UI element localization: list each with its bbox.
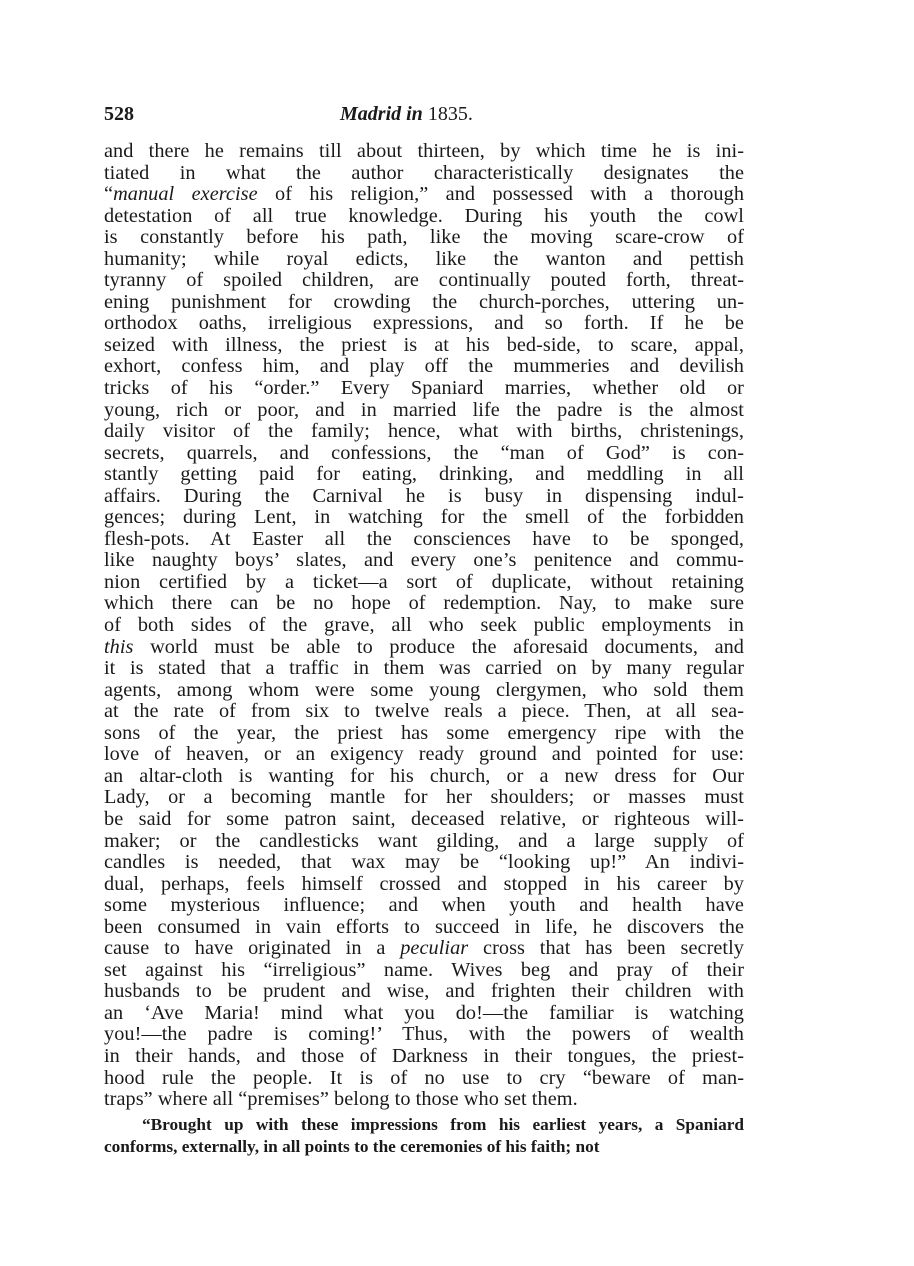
text-line: some mysterious influence; and when youth and health have	[104, 894, 744, 917]
text-line: love of heaven, or an exigency ready ground and pointed for use:	[104, 743, 744, 766]
text-line: gences; during Lent, in watching for the smell of the forbidden	[104, 506, 744, 529]
text-segment: “	[104, 183, 114, 206]
italic-emphasis: peculiar	[400, 937, 469, 960]
text-line: agents, among whom were some young clergymen, who sold them	[104, 678, 744, 701]
text-line: nion certified by a ticket—a sort of duplicate, without retaining	[104, 570, 744, 593]
text-line: tricks of his “order.” Every Spaniard marries, whether old or	[104, 377, 744, 400]
running-head	[104, 103, 744, 125]
text-segment: world must be able to produce the aforesaid documents, and	[133, 635, 744, 658]
italic-emphasis: this	[104, 635, 134, 658]
text-line: of both sides of the grave, all who seek public employments in	[104, 614, 744, 637]
text-line: you!—the padre is coming!’ Thus, with the powers of wealth	[104, 1023, 744, 1046]
page-number: 528	[104, 103, 134, 125]
text-line: sons of the year, the priest has some emergency ripe with the	[104, 721, 744, 744]
text-line	[104, 184, 744, 206]
text-line: dual, perhaps, feels himself crossed and stopped in his career by	[104, 872, 744, 895]
text-line: flesh-pots. At Easter all the consciences have to be sponged,	[104, 527, 744, 550]
text-segment: of his religion,” and possessed with a thorough	[257, 183, 745, 206]
text-line: which there can be no hope of redemption. Nay, to make sure	[104, 592, 744, 615]
text-line: humanity; while royal edicts, like the wanton and pettish	[104, 247, 744, 270]
quote-line: conforms, externally, in all points to the ceremonies of his faith; not	[104, 1136, 600, 1156]
text-line: candles is needed, that wax may be “looking up!” An indivi-	[104, 851, 744, 874]
text-line: is constantly before his path, like the moving scare-crow of	[104, 226, 744, 249]
text-line: maker; or the candlesticks want gilding, and a large supply of	[104, 829, 744, 852]
text-line: husbands to be prudent and wise, and frighten their children with	[104, 980, 744, 1003]
running-title-year: 1835.	[427, 103, 473, 125]
quote-line: “Brought up with these impressions from his earliest years, a Spaniard	[142, 1115, 744, 1134]
text-line: affairs. During the Carnival he is busy in dispensing indul-	[104, 484, 744, 507]
text-line: in their hands, and those of Darkness in their tongues, the priest-	[104, 1044, 744, 1067]
text-line: tiated in what the author characteristically designates the	[104, 161, 744, 184]
running-title-italic: Madrid in	[340, 103, 423, 125]
text-line	[104, 637, 744, 659]
running-title	[340, 103, 473, 125]
text-line: detestation of all true knowledge. During his youth the cowl	[104, 204, 744, 227]
text-line: Lady, or a becoming mantle for her shoulders; or masses must	[104, 786, 744, 809]
text-line: young, rich or poor, and in married life the padre is the almost	[104, 398, 744, 421]
text-line: seized with illness, the priest is at his bed-side, to scare, appal,	[104, 333, 744, 356]
text-line: an altar-cloth is wanting for his church, or a new dress for Our	[104, 764, 744, 787]
quote-paragraph	[104, 1114, 744, 1157]
text-line: an ‘Ave Maria! mind what you do!—the familiar is watching	[104, 1001, 744, 1024]
text-line: been consumed in vain efforts to succeed in life, he discovers the	[104, 915, 744, 938]
text-line: be said for some patron saint, deceased relative, or righteous will-	[104, 807, 744, 830]
italic-emphasis: manual exercise	[113, 183, 258, 206]
text-line: exhort, confess him, and play off the mummeries and devilish	[104, 355, 744, 378]
text-line: and there he remains till about thirteen, by which time he is ini-	[104, 140, 744, 162]
text-line: tyranny of spoiled children, are continually pouted forth, threat-	[104, 269, 744, 292]
text-line: at the rate of from six to twelve reals a piece. Then, at all sea-	[104, 700, 744, 723]
text-line: daily visitor of the family; hence, what with births, christenings,	[104, 420, 744, 443]
text-line: stantly getting paid for eating, drinking, and meddling in all	[104, 463, 744, 486]
text-line	[104, 938, 744, 960]
text-line: hood rule the people. It is of no use to cry “beware of man-	[104, 1066, 744, 1089]
text-line: traps” where all “premises” belong to those who set them.	[104, 1088, 578, 1111]
text-line: secrets, quarrels, and confessions, the “man of God” is con-	[104, 441, 744, 464]
text-segment: cross that has been secretly	[468, 937, 744, 960]
text-line: orthodox oaths, irreligious expressions, and so forth. If he be	[104, 312, 744, 335]
body-paragraph	[104, 141, 744, 1111]
text-line: set against his “irreligious” name. Wives beg and pray of their	[104, 958, 744, 981]
text-segment: cause to have originated in a	[104, 937, 401, 960]
text-line: like naughty boys’ slates, and every one’s penitence and commu-	[104, 549, 744, 572]
text-line: ening punishment for crowding the church-porches, uttering un-	[104, 290, 744, 313]
text-line: it is stated that a traffic in them was carried on by many regular	[104, 657, 744, 680]
